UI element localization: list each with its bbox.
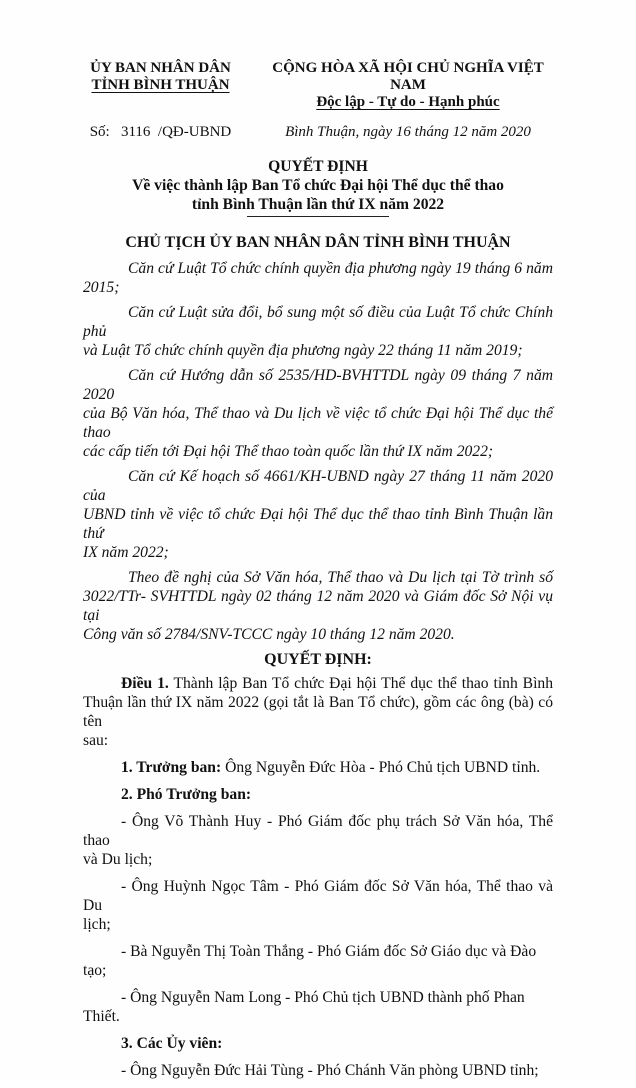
deputy-1-line-1: - Ông Võ Thành Huy - Phó Giám đốc phụ trách Sở Văn hóa, Thể thao	[83, 813, 553, 849]
deputy-3	[83, 942, 553, 980]
article-1-line-3: sau:	[83, 732, 109, 749]
head-text: Ông Nguyễn Đức Hòa - Phó Chủ tịch UBND tỉnh.	[225, 759, 541, 776]
preamble-4-line-2: UBND tỉnh về việc tổ chức Đại hội Thể dục thể thao tỉnh Bình Thuận lần thứ	[83, 506, 553, 542]
preamble-5	[83, 568, 553, 644]
deputies-label: 2. Phó Trưởng ban:	[121, 786, 252, 803]
deputy-2-line-1: - Ông Huỳnh Ngọc Tâm - Phó Giám đốc Sở Văn hóa, Thể thao và Du	[83, 878, 553, 914]
preamble-3-line-3: các cấp tiến tới Đại hội Thể thao toàn quốc lần thứ IX năm 2022;	[83, 443, 494, 460]
deputy-4-line-1: - Ông Nguyễn Nam Long - Phó Chủ tịch UBND thành phố Phan Thiết.	[83, 989, 525, 1025]
member-1	[83, 1061, 553, 1080]
document-number: Số: 3116 /QĐ-UBND	[89, 124, 232, 140]
document-header	[78, 0, 558, 111]
preamble-5-line-2: 3022/TTr- SVHTTDL ngày 02 tháng 12 năm 2020 và Giám đốc Sở Nội vụ tại	[83, 588, 553, 624]
preamble-5-line-1: Theo đề nghị của Sở Văn hóa, Thể thao và Du lịch tại Tờ trình số	[128, 569, 553, 586]
deputy-3-line-1: - Bà Nguyễn Thị Toàn Thắng - Phó Giám đốc Sở Giáo dục và Đào tạo;	[83, 943, 537, 979]
preamble-3-line-2: của Bộ Văn hóa, Thể thao và Du lịch về việc tổ chức Đại hội Thể dục thể thao	[83, 405, 553, 441]
title-separator	[247, 216, 389, 217]
nation-line-1: CỘNG HÒA XÃ HỘI CHỦ NGHĨA VIỆT NAM	[272, 60, 544, 93]
preamble-1-line-1: Căn cứ Luật Tổ chức chính quyền địa phương ngày 19 tháng 6 năm 2015;	[83, 260, 553, 296]
nation-line-2: Độc lập - Tự do - Hạnh phúc	[316, 94, 500, 110]
preamble-2	[83, 303, 553, 360]
document-body	[83, 259, 553, 1080]
national-motto	[258, 60, 558, 111]
preamble-5-line-3: Công văn số 2784/SNV-TCCC ngày 10 tháng 12 năm 2020.	[83, 626, 455, 643]
article-1-line-2: Thuận lần thứ IX năm 2022 (gọi tắt là Ban Tổ chức), gồm các ông (bà) có tên	[83, 694, 553, 730]
document-title	[83, 157, 553, 214]
article-1-label: Điều 1.	[121, 675, 169, 692]
head-entry	[83, 758, 553, 777]
deputy-1	[83, 812, 553, 869]
preamble-1	[83, 259, 553, 297]
place-date: Bình Thuận, ngày 16 tháng 12 năm 2020	[285, 124, 531, 140]
preamble-3	[83, 366, 553, 461]
deputy-2-line-2: lịch;	[83, 916, 111, 933]
issuing-authority: CHỦ TỊCH ỦY BAN NHÂN DÂN TỈNH BÌNH THUẬN	[125, 234, 511, 251]
preamble-4-line-1: Căn cứ Kế hoạch số 4661/KH-UBND ngày 27 tháng 11 năm 2020 của	[83, 468, 553, 504]
deputy-4	[83, 988, 553, 1026]
subject-line-2: tỉnh Bình Thuận lần thứ IX năm 2022	[191, 196, 445, 213]
deputy-1-line-2: và Du lịch;	[83, 851, 153, 868]
subject-line-1: Về việc thành lập Ban Tổ chức Đại hội Thể dục thể thao	[132, 177, 504, 194]
deputy-2	[83, 877, 553, 934]
agency-name	[78, 60, 243, 111]
head-label: 1. Trưởng ban:	[121, 759, 222, 776]
preamble-2-line-1: Căn cứ Luật sửa đổi, bổ sung một số điều của Luật Tổ chức Chính phủ	[83, 304, 553, 340]
member-1-line-1: - Ông Nguyễn Đức Hải Tùng - Phó Chánh Văn phòng UBND tỉnh;	[121, 1062, 539, 1079]
title-heading: QUYẾT ĐỊNH	[268, 158, 368, 175]
preamble-4-line-3: IX năm 2022;	[83, 544, 169, 561]
preamble-3-line-1: Căn cứ Hướng dẫn số 2535/HD-BVHTTDL ngày 09 tháng 7 năm 2020	[83, 367, 553, 403]
preamble-4	[83, 467, 553, 562]
article-1-text-1: Thành lập Ban Tổ chức Đại hội Thể dục thể thao tỉnh Bình	[173, 675, 554, 692]
agency-line-2: TỈNH BÌNH THUẬN	[91, 77, 230, 93]
preamble-2-line-2: và Luật Tổ chức chính quyền địa phương ngày 22 tháng 11 năm 2019;	[83, 342, 523, 359]
agency-line-1: ỦY BAN NHÂN DÂN	[90, 60, 231, 76]
article-1	[83, 674, 553, 750]
members-label: 3. Các Ủy viên:	[121, 1035, 223, 1052]
article-1-line-1	[83, 674, 553, 693]
decision-heading: QUYẾT ĐỊNH:	[264, 651, 372, 668]
document-meta	[78, 123, 558, 141]
